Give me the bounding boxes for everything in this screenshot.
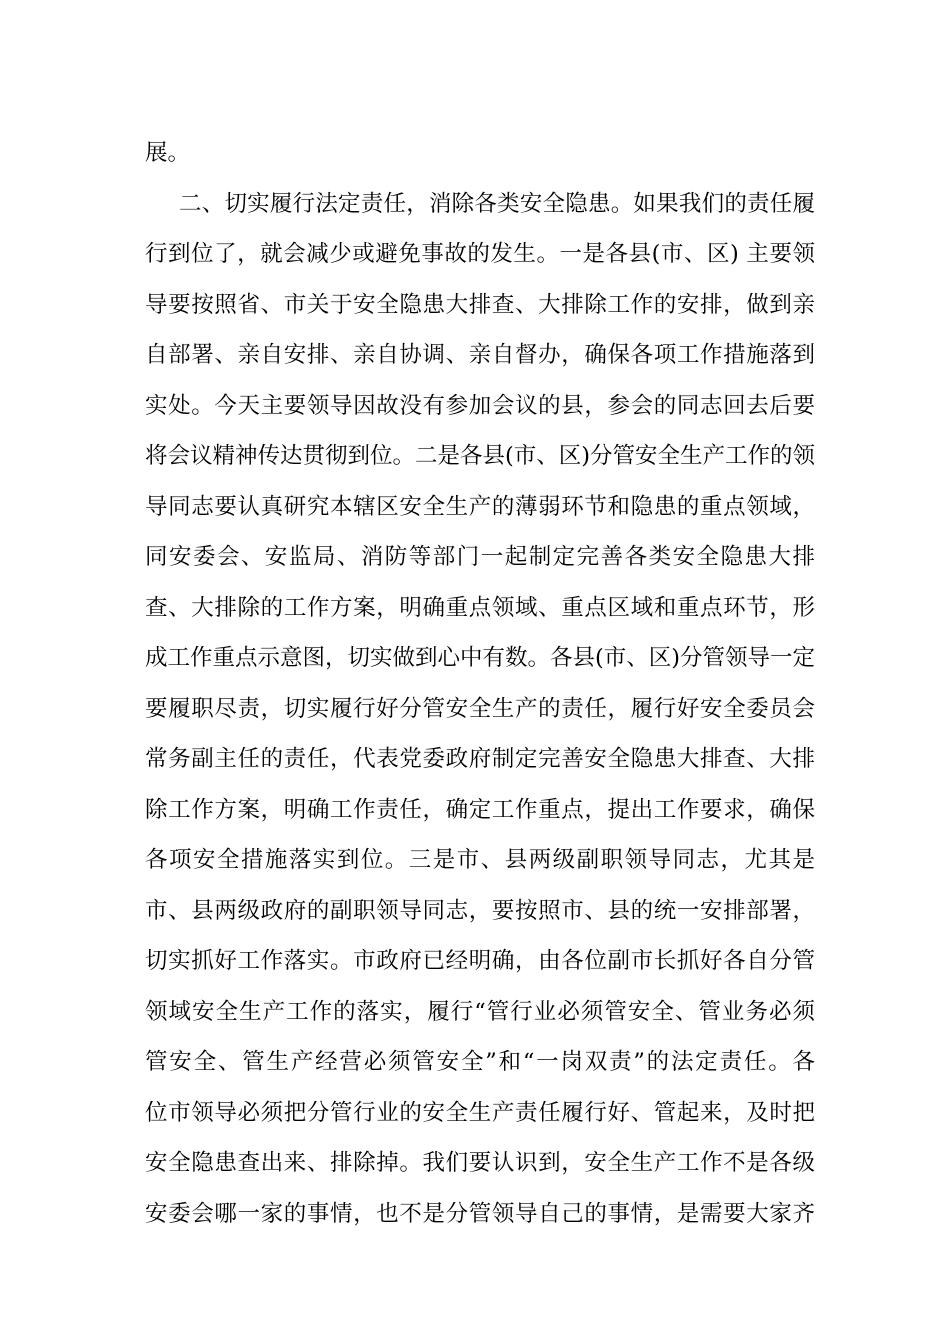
text-line: 导同志要认真研究本辖区安全生产的薄弱环节和隐患的重点领域，	[145, 493, 815, 520]
text-line: 展。	[145, 140, 191, 166]
text-line: 同安委会、安监局、消防等部门一起制定完善各类安全隐患大排	[145, 544, 815, 570]
text-line: 实处。今天主要领导因故没有参加会议的县，参会的同志回去后要	[145, 392, 815, 419]
text-line: 除工作方案，明确工作责任，确定工作重点，提出工作要求，确保	[145, 796, 815, 823]
text-line: 将会议精神传达贯彻到位。二是各县(市、区)分管安全生产工作的领	[145, 443, 816, 469]
text-line: 自部署、亲自安排、亲自协调、亲自督办，确保各项工作措施落到	[145, 342, 815, 368]
text-line: 位市领导必须把分管行业的安全生产责任履行好、管起来，及时把	[145, 1099, 815, 1126]
body-text	[145, 128, 815, 1239]
text-line: 要履职尽责，切实履行好分管安全生产的责任，履行好安全委员会	[145, 695, 815, 722]
text-line: 常务副主任的责任，代表党委政府制定完善安全隐患大排查、大排	[145, 746, 815, 772]
text-line: 导要按照省、市关于安全隐患大排查、大排除工作的安排，做到亲	[145, 291, 815, 318]
text-line: 安委会哪一家的事情，也不是分管领导自己的事情，是需要大家齐	[145, 1200, 815, 1227]
text-line: 市、县两级政府的副职领导同志，要按照市、县的统一安排部署，	[145, 897, 815, 924]
text-line: 管安全、管生产经营必须管安全”和“一岗双责”的法定责任。各	[145, 1049, 815, 1075]
text-line: 查、大排除的工作方案，明确重点领域、重点区域和重点环节，形	[145, 594, 815, 621]
text-line: 安全隐患查出来、排除掉。我们要认识到，安全生产工作不是各级	[145, 1150, 815, 1176]
text-line: 切实抓好工作落实。市政府已经明确，由各位副市长抓好各自分管	[145, 948, 815, 974]
paragraph-first-line: 二、切实履行法定责任，消除各类安全隐患。如果我们的责任履	[179, 190, 815, 217]
text-line: 各项安全措施落实到位。三是市、县两级副职领导同志，尤其是	[145, 847, 815, 873]
text-line: 领域安全生产工作的落实，履行“管行业必须管安全、管业务必须	[145, 998, 815, 1025]
text-line: 行到位了，就会减少或避免事故的发生。一是各县(市、区) 主要领	[145, 241, 815, 267]
text-line: 成工作重点示意图，切实做到心中有数。各县(市、区)分管领导一定	[145, 645, 816, 671]
